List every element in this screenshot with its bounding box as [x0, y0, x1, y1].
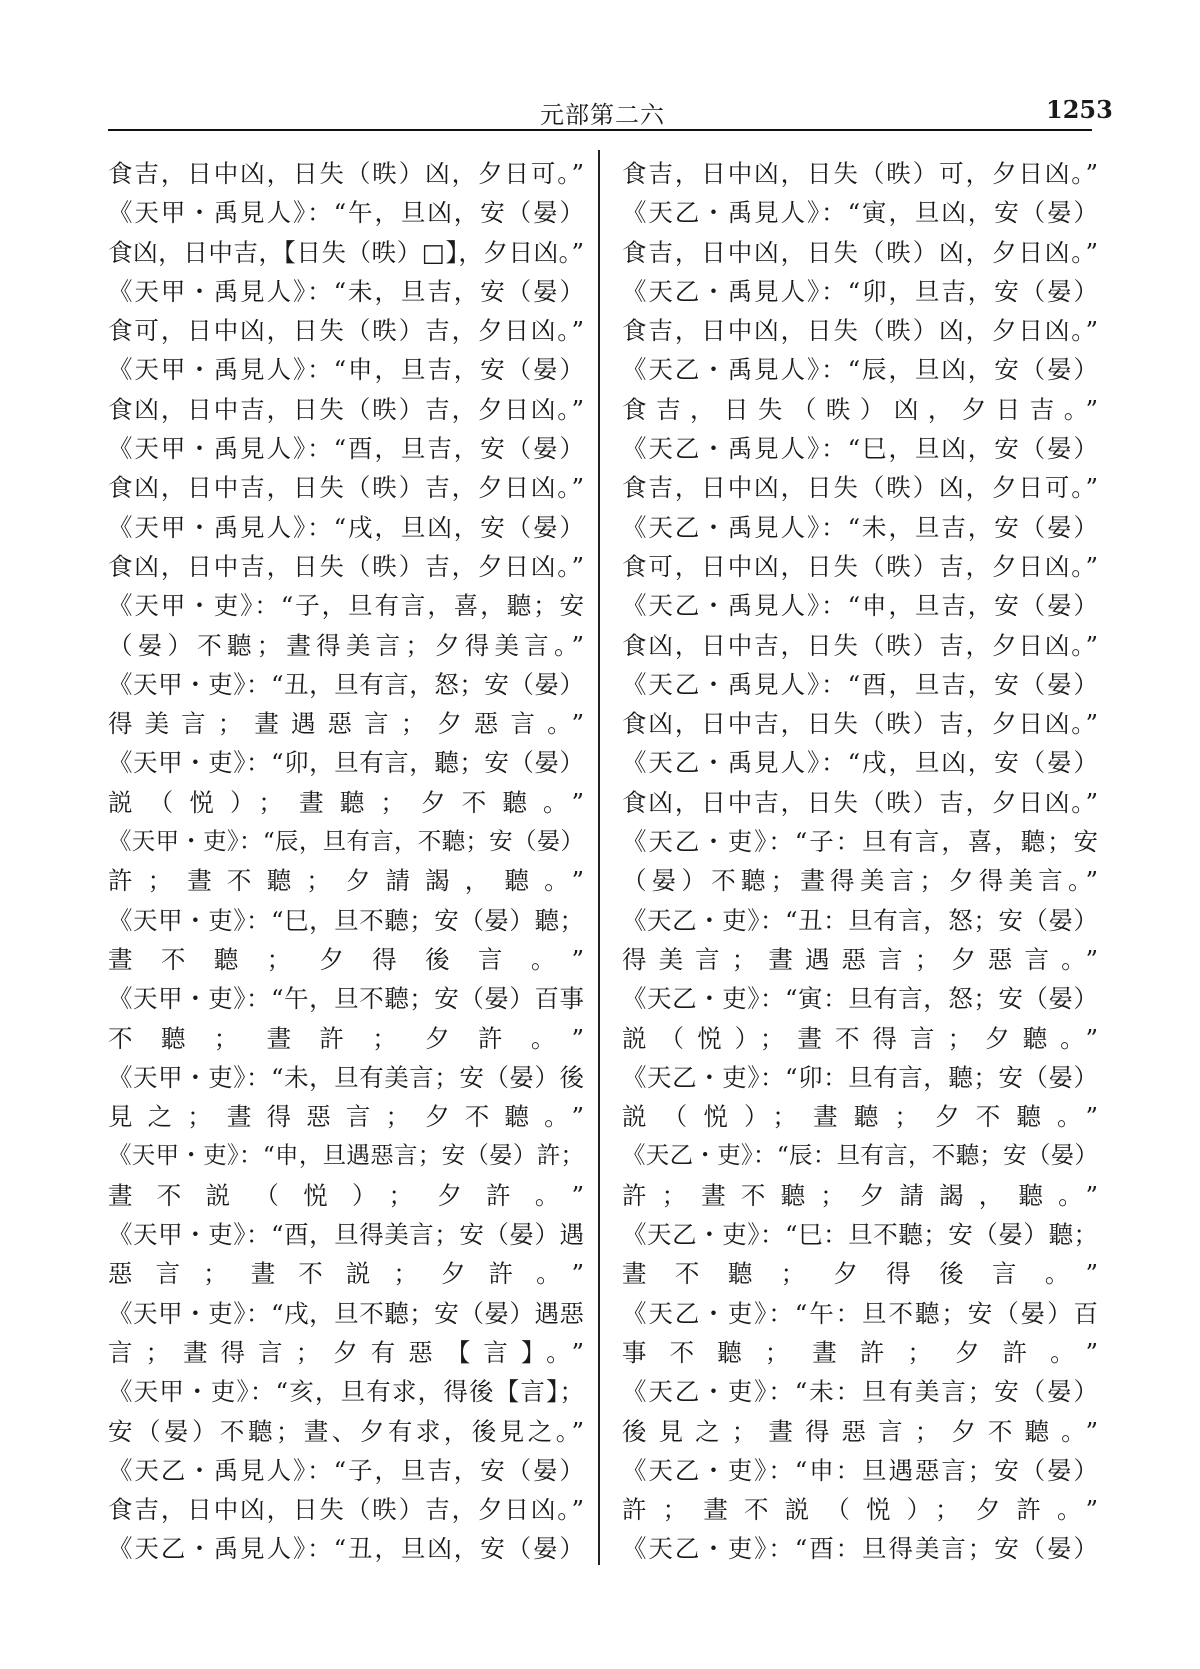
text-line: 許；晝不説（悦）；夕許。” [622, 1495, 1098, 1525]
text-column-right [622, 154, 1098, 1569]
text-line: 食吉，日中凶，日失（昳）凶，夕日可。” [622, 473, 1098, 503]
header-rule [108, 129, 1092, 131]
section-title: 元部第二六 [540, 101, 665, 129]
text-line: 説（悦）；晝不得言；夕聽。” [622, 1023, 1098, 1053]
text-line: 食可，日中凶，日失（昳）吉，夕日凶。” [622, 551, 1098, 581]
text-line: 食吉，日中凶，日失（昳）吉，夕日凶。” [108, 1495, 584, 1525]
text-line: 《天乙・禹見人》：“巳，旦凶，安（晏） [622, 434, 1098, 464]
text-line: 言；晝得言；夕有惡【言】。” [108, 1337, 584, 1367]
text-line: 説（悦）；晝聽；夕不聽。” [108, 787, 584, 817]
text-line: 《天乙・禹見人》：“子，旦吉，安（晏） [108, 1455, 584, 1485]
text-line: 《天甲・吏》：“申，旦遇惡言；安（晏）許； [108, 1141, 584, 1170]
text-line: 《天乙・吏》：“丑：旦有言，怒；安（晏） [622, 905, 1098, 935]
text-line: 見之；晝得惡言；夕不聽。” [108, 1102, 584, 1132]
text-line: 《天甲・吏》：“戌，旦不聽；安（晏）遇惡 [108, 1298, 584, 1328]
text-line: 《天甲・吏》：“酉，旦得美言；安（晏）遇 [108, 1220, 584, 1250]
text-line: 晝不聽；夕得後言。” [622, 1259, 1098, 1289]
text-line: 《天乙・吏》：“子：旦有言，喜，聽；安 [622, 827, 1098, 857]
text-line: 晝不聽；夕得後言。” [108, 944, 584, 974]
text-line: 不聽；晝許；夕許。” [108, 1023, 584, 1053]
text-line: 《天乙・禹見人》：“申，旦吉，安（晏） [622, 591, 1098, 621]
text-line: 食凶，日中吉，日失（昳）吉，夕日凶。” [622, 787, 1098, 817]
text-line: 《天甲・吏》：“辰，旦有言，不聽；安（晏） [108, 827, 584, 856]
text-line: 食吉，日失（昳）凶，夕日吉。” [622, 394, 1098, 424]
text-line: 食凶，日中吉，日失（昳）吉，夕日凶。” [622, 709, 1098, 739]
text-line: 惡言；晝不説；夕許。” [108, 1259, 584, 1289]
text-line: 許；晝不聽；夕請謁，聽。” [108, 866, 584, 896]
text-line: 《天乙・吏》：“辰：旦有言，不聽；安（晏） [622, 1141, 1098, 1170]
text-line: 《天甲・禹見人》：“申，旦吉，安（晏） [108, 355, 584, 385]
text-line: 説（悦）；晝聽；夕不聽。” [622, 1102, 1098, 1132]
text-line: 食可，日中凶，日失（昳）吉，夕日凶。” [108, 316, 584, 346]
text-line: 《天甲・吏》：“丑，旦有言，怒；安（晏） [108, 669, 584, 699]
text-line: 《天甲・吏》：“子，旦有言，喜，聽；安 [108, 591, 584, 621]
text-line: 食吉，日中凶，日失（昳）凶，夕日可。” [108, 159, 584, 188]
text-line: 《天乙・吏》：“酉：旦得美言；安（晏） [622, 1534, 1098, 1564]
text-line: 《天乙・禹見人》：“卯，旦吉，安（晏） [622, 276, 1098, 306]
text-line: 《天甲・吏》：“亥，旦有求，得後【言】； [108, 1377, 584, 1407]
text-line: 《天乙・吏》：“未：旦有美言；安（晏） [622, 1377, 1098, 1407]
text-line: 《天甲・禹見人》：“未，旦吉，安（晏） [108, 276, 584, 306]
text-line: 《天甲・禹見人》：“午，旦凶，安（晏） [108, 198, 584, 228]
text-column-left [108, 154, 584, 1569]
text-line: 《天乙・吏》：“寅：旦有言，怒；安（晏） [622, 984, 1098, 1014]
page-number: 1253 [1046, 95, 1113, 124]
text-line: 《天乙・禹見人》：“丑，旦凶，安（晏） [108, 1534, 584, 1564]
text-line: 《天甲・吏》：“卯，旦有言，聽；安（晏） [108, 748, 584, 778]
text-line: 食吉，日中凶，日失（昳）凶，夕日凶。” [622, 237, 1098, 267]
text-line: 安（晏）不聽；晝、夕有求，後見之。” [108, 1416, 584, 1446]
text-line: 食吉，日中凶，日失（昳）凶，夕日凶。” [622, 316, 1098, 346]
text-line: 事不聽；晝許；夕許。” [622, 1337, 1098, 1367]
text-line: 《天甲・吏》：“巳，旦不聽；安（晏）聽； [108, 905, 584, 935]
text-line: 《天乙・吏》：“巳：旦不聽；安（晏）聽； [622, 1220, 1098, 1250]
text-line: 得美言；晝遇惡言；夕惡言。” [108, 709, 584, 739]
text-line: 後見之；晝得惡言；夕不聽。” [622, 1416, 1098, 1446]
text-line: 食吉，日中凶，日失（昳）可，夕日凶。” [622, 159, 1098, 188]
text-line: 食凶，日中吉，日失（昳）吉，夕日凶。” [108, 473, 584, 503]
text-line: 《天乙・禹見人》：“寅，旦凶，安（晏） [622, 198, 1098, 228]
text-line: 《天乙・吏》：“卯：旦有言，聽；安（晏） [622, 1062, 1098, 1092]
text-line: 《天甲・吏》：“午，旦不聽；安（晏）百事 [108, 984, 584, 1014]
text-line: 《天甲・禹見人》：“戌，旦凶，安（晏） [108, 512, 584, 542]
text-line: 《天乙・吏》：“申：旦遇惡言；安（晏） [622, 1455, 1098, 1485]
text-line: 得美言；晝遇惡言；夕惡言。” [622, 944, 1098, 974]
text-line: 《天乙・禹見人》：“辰，旦凶，安（晏） [622, 355, 1098, 385]
text-line: 食凶，日中吉，【日失（昳）□】，夕日凶。” [108, 237, 584, 267]
text-line: （晏）不聽；晝得美言；夕得美言。” [108, 630, 584, 660]
text-line: 許；晝不聽；夕請謁，聽。” [622, 1180, 1098, 1210]
text-line: 《天乙・吏》：“午：旦不聽；安（晏）百 [622, 1298, 1098, 1328]
text-line: 晝不説（悦）；夕許。” [108, 1180, 584, 1210]
text-line: 《天甲・吏》：“未，旦有美言；安（晏）後 [108, 1062, 584, 1092]
text-line: （晏）不聽；晝得美言；夕得美言。” [622, 866, 1098, 896]
text-line: 食凶，日中吉，日失（昳）吉，夕日凶。” [108, 551, 584, 581]
text-line: 《天乙・禹見人》：“未，旦吉，安（晏） [622, 512, 1098, 542]
running-head [0, 0, 1200, 140]
column-divider [598, 150, 600, 1565]
text-line: 食凶，日中吉，日失（昳）吉，夕日凶。” [108, 394, 584, 424]
text-line: 《天甲・禹見人》：“酉，旦吉，安（晏） [108, 434, 584, 464]
text-line: 《天乙・禹見人》：“酉，旦吉，安（晏） [622, 669, 1098, 699]
text-line: 食凶，日中吉，日失（昳）吉，夕日凶。” [622, 630, 1098, 660]
text-line: 《天乙・禹見人》：“戌，旦凶，安（晏） [622, 748, 1098, 778]
